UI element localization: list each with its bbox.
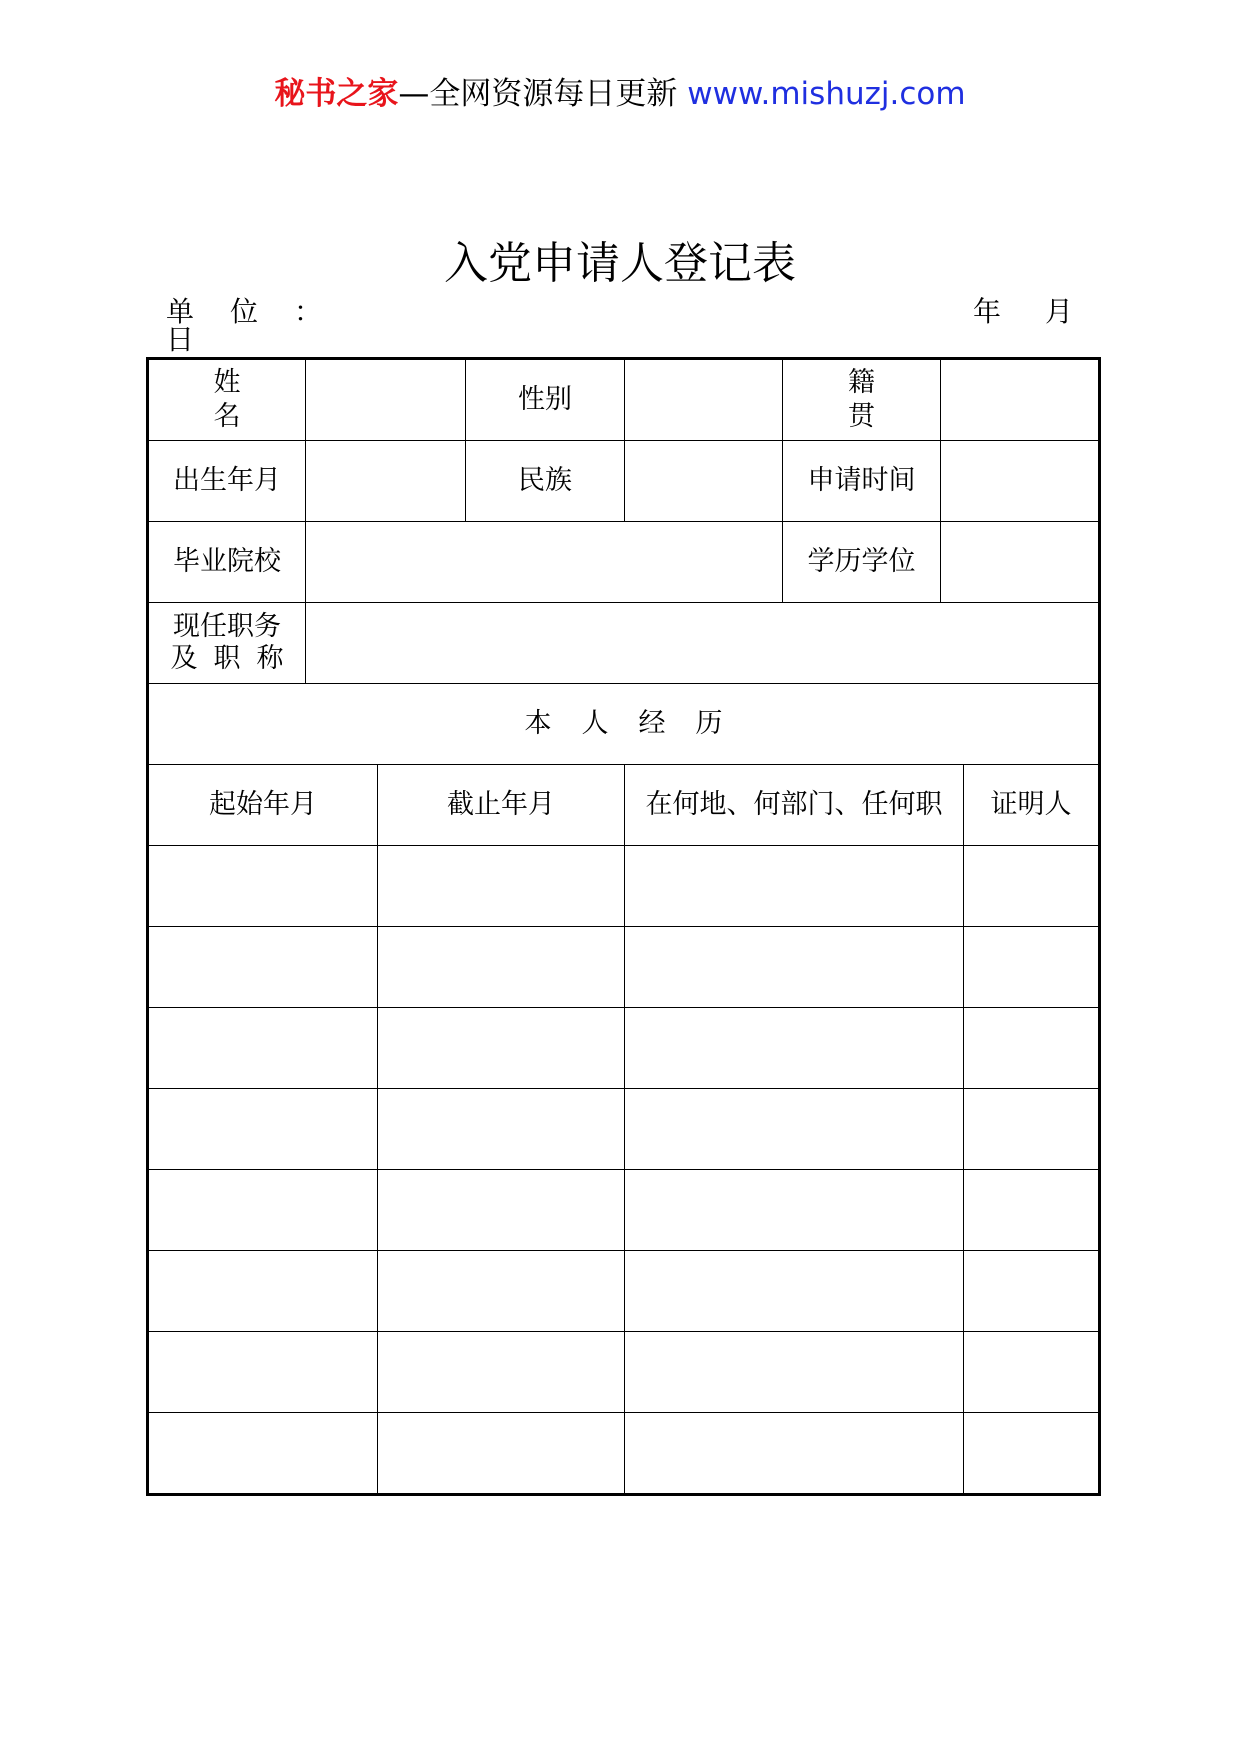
gender-label: 性别 bbox=[466, 359, 625, 441]
end-date-cell[interactable] bbox=[378, 1089, 625, 1170]
experience-section-title: 本人经历 bbox=[148, 684, 1100, 765]
position-label-line2: 及职称 bbox=[170, 643, 300, 674]
date-year-month: 年月 bbox=[973, 295, 1118, 328]
end-date-cell[interactable] bbox=[378, 1170, 625, 1251]
experience-row bbox=[148, 1332, 1100, 1413]
witness-cell[interactable] bbox=[964, 1413, 1100, 1495]
date-day: 日 bbox=[166, 323, 195, 356]
end-date-cell[interactable] bbox=[378, 1251, 625, 1332]
end-date-cell[interactable] bbox=[378, 846, 625, 927]
site-url[interactable]: www.mishuzj.com bbox=[687, 76, 966, 112]
experience-row bbox=[148, 846, 1100, 927]
native-place-label: 籍贯 bbox=[783, 359, 941, 441]
unit-label: 单位： bbox=[166, 295, 359, 328]
witness-cell[interactable] bbox=[964, 1089, 1100, 1170]
degree-input[interactable] bbox=[941, 522, 1100, 603]
apply-time-label: 申请时间 bbox=[783, 441, 941, 522]
place-dept-post-cell[interactable] bbox=[625, 1332, 964, 1413]
site-header bbox=[0, 74, 1240, 114]
ethnicity-input[interactable] bbox=[625, 441, 783, 522]
ethnicity-label: 民族 bbox=[466, 441, 625, 522]
end-date-cell[interactable] bbox=[378, 1008, 625, 1089]
witness-cell[interactable] bbox=[964, 846, 1100, 927]
start-date-cell[interactable] bbox=[148, 1332, 378, 1413]
place-dept-post-cell[interactable] bbox=[625, 1089, 964, 1170]
col-witness: 证明人 bbox=[964, 765, 1100, 846]
brand-name: 秘书之家 bbox=[274, 76, 399, 112]
place-dept-post-cell[interactable] bbox=[625, 1251, 964, 1332]
experience-row bbox=[148, 1170, 1100, 1251]
birth-label: 出生年月 bbox=[148, 441, 306, 522]
start-date-cell[interactable] bbox=[148, 1089, 378, 1170]
place-dept-post-cell[interactable] bbox=[625, 1008, 964, 1089]
witness-cell[interactable] bbox=[964, 1170, 1100, 1251]
experience-row bbox=[148, 927, 1100, 1008]
col-start-date: 起始年月 bbox=[148, 765, 378, 846]
witness-cell[interactable] bbox=[964, 927, 1100, 1008]
experience-rows bbox=[148, 846, 1100, 1495]
place-dept-post-cell[interactable] bbox=[625, 927, 964, 1008]
start-date-cell[interactable] bbox=[148, 1170, 378, 1251]
witness-cell[interactable] bbox=[964, 1332, 1100, 1413]
name-input[interactable] bbox=[306, 359, 466, 441]
registration-form bbox=[146, 357, 1101, 1496]
experience-row bbox=[148, 1413, 1100, 1495]
place-dept-post-cell[interactable] bbox=[625, 1413, 964, 1495]
tagline: —全网资源每日更新 bbox=[398, 76, 688, 112]
school-label: 毕业院校 bbox=[148, 522, 306, 603]
school-input[interactable] bbox=[306, 522, 783, 603]
start-date-cell[interactable] bbox=[148, 927, 378, 1008]
col-place-dept-post: 在何地、何部门、任何职 bbox=[625, 765, 964, 846]
position-input[interactable] bbox=[306, 603, 1100, 684]
experience-row bbox=[148, 1251, 1100, 1332]
start-date-cell[interactable] bbox=[148, 1008, 378, 1089]
start-date-cell[interactable] bbox=[148, 1251, 378, 1332]
start-date-cell[interactable] bbox=[148, 846, 378, 927]
witness-cell[interactable] bbox=[964, 1251, 1100, 1332]
birth-input[interactable] bbox=[306, 441, 466, 522]
end-date-cell[interactable] bbox=[378, 927, 625, 1008]
apply-time-input[interactable] bbox=[941, 441, 1100, 522]
col-end-date: 截止年月 bbox=[378, 765, 625, 846]
position-label-line1: 现任职务 bbox=[173, 611, 281, 642]
position-label bbox=[148, 603, 306, 684]
page-title: 入党申请人登记表 bbox=[444, 238, 796, 289]
start-date-cell[interactable] bbox=[148, 1413, 378, 1495]
end-date-cell[interactable] bbox=[378, 1332, 625, 1413]
native-place-input[interactable] bbox=[941, 359, 1100, 441]
gender-input[interactable] bbox=[625, 359, 783, 441]
witness-cell[interactable] bbox=[964, 1008, 1100, 1089]
place-dept-post-cell[interactable] bbox=[625, 846, 964, 927]
place-dept-post-cell[interactable] bbox=[625, 1170, 964, 1251]
experience-row bbox=[148, 1089, 1100, 1170]
experience-row bbox=[148, 1008, 1100, 1089]
end-date-cell[interactable] bbox=[378, 1413, 625, 1495]
name-label: 姓名 bbox=[148, 359, 306, 441]
degree-label: 学历学位 bbox=[783, 522, 941, 603]
